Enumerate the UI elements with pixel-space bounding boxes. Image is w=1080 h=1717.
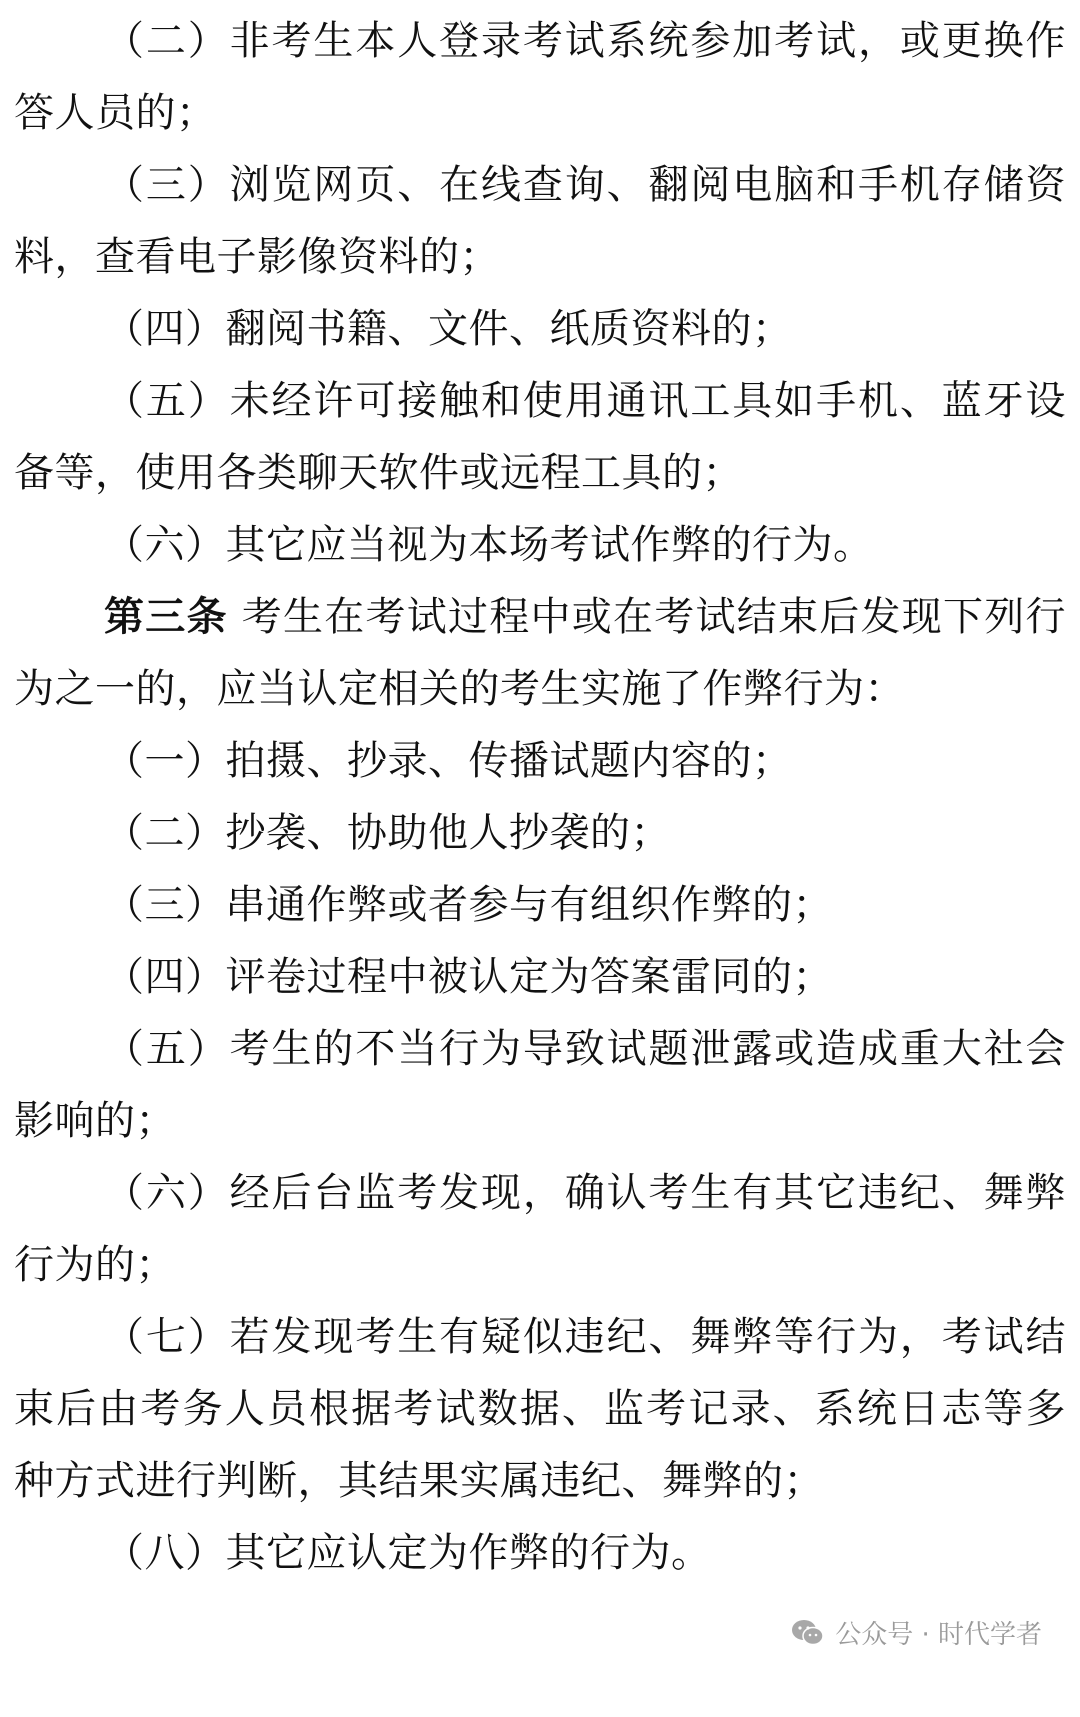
list-item: （二）抄袭、协助他人抄袭的； xyxy=(104,810,671,856)
clause-paragraph: （二）非考生本人登录考试系统参加考试，或更换作答人员的； xyxy=(14,18,1066,136)
clause-paragraph: （六）其它应当视为本场考试作弊的行为。 xyxy=(104,522,874,568)
clause-paragraph: （五）未经许可接触和使用通讯工具如手机、蓝牙设备等，使用各类聊天软件或远程工具的； xyxy=(14,378,1066,496)
watermark xyxy=(791,1614,1042,1651)
clause-paragraph: （三）浏览网页、在线查询、翻阅电脑和手机存储资料，查看电子影像资料的； xyxy=(14,162,1066,280)
list-item: （七）若发现考生有疑似违纪、舞弊等行为，考试结束后由考务人员根据考试数据、监考记录、系统日志等多种方式进行判断，其结果实属违纪、舞弊的； xyxy=(14,1314,1066,1504)
article-text: 考生在考试过程中或在考试结束后发现下列行为之一的，应当认定相关的考生实施了作弊行为： xyxy=(14,594,1066,712)
wechat-icon xyxy=(791,1618,825,1648)
article-heading: 第三条 xyxy=(104,594,228,640)
document-body xyxy=(14,0,1066,1589)
list-item: （六）经后台监考发现，确认考生有其它违纪、舞弊行为的； xyxy=(14,1170,1066,1288)
list-item: （三）串通作弊或者参与有组织作弊的； xyxy=(104,882,833,928)
list-item: （四）评卷过程中被认定为答案雷同的； xyxy=(104,954,833,1000)
clause-paragraph: （四）翻阅书籍、文件、纸质资料的； xyxy=(104,306,793,352)
watermark-text: 公众号 · 时代学者 xyxy=(835,1620,1042,1650)
list-item: （五）考生的不当行为导致试题泄露或造成重大社会影响的； xyxy=(14,1026,1066,1144)
list-item: （一）拍摄、抄录、传播试题内容的； xyxy=(104,738,793,784)
article-paragraph xyxy=(14,581,1066,725)
list-item: （八）其它应认定为作弊的行为。 xyxy=(104,1530,712,1576)
